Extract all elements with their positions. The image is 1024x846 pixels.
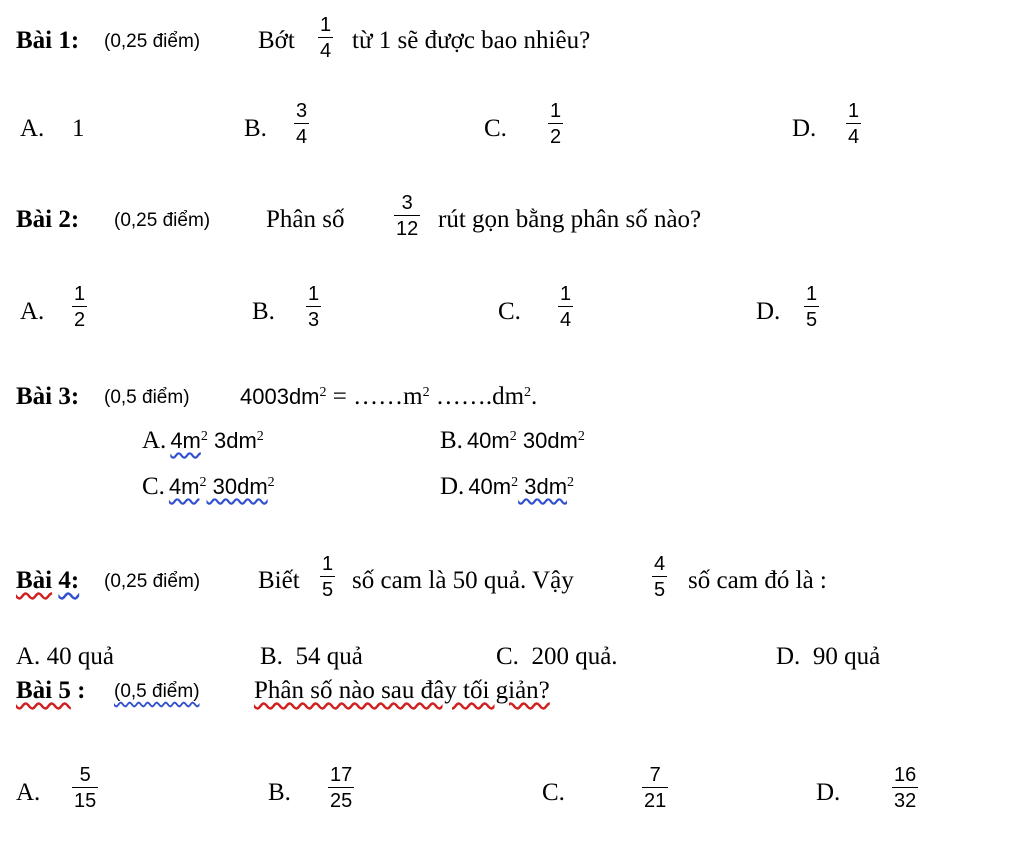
q5-text: Phân số nào sau đây tối giản? <box>254 677 550 704</box>
exponent: 2 <box>199 475 207 490</box>
frac-denominator: 25 <box>330 790 353 812</box>
frac-denominator: 21 <box>644 790 667 812</box>
frac-numerator: 1 <box>308 283 320 305</box>
q3-option-b[interactable] <box>440 426 585 456</box>
option-part1: 40m <box>466 428 510 453</box>
option-letter: C. <box>142 473 165 500</box>
frac-numerator: 1 <box>74 283 86 305</box>
frac-numerator: 1 <box>806 283 818 305</box>
q3-end: . <box>531 383 538 410</box>
q5-option-b-fraction[interactable] <box>328 764 354 812</box>
q2-option-a-fraction[interactable] <box>72 283 87 331</box>
q3-option-c[interactable] <box>142 472 275 502</box>
q2-label: Bài 2: <box>16 206 80 233</box>
option-part1: 4m <box>170 428 201 453</box>
q2-option-c-fraction[interactable] <box>558 283 573 331</box>
option-letter: D. <box>776 643 801 670</box>
q3-equation <box>240 382 537 412</box>
q1-option-d-fraction[interactable] <box>846 100 861 148</box>
q1-option-a-value[interactable]: 1 <box>72 115 85 142</box>
q5-label-a: Bài 5 <box>16 677 71 704</box>
option-part1: 40m <box>468 474 512 499</box>
frac-numerator: 4 <box>654 553 666 575</box>
option-part2: 30dm <box>206 474 268 499</box>
exponent: 2 <box>200 429 208 444</box>
q2-option-d-letter[interactable]: D. <box>756 298 781 325</box>
q1-option-b-fraction[interactable] <box>294 100 309 148</box>
q2-option-c-letter[interactable]: C. <box>498 298 521 325</box>
q2-points: (0,25 điểm) <box>114 210 211 231</box>
q5-option-a-fraction[interactable] <box>72 764 98 812</box>
option-part1: 4m <box>168 474 200 499</box>
exponent: 2 <box>267 475 275 490</box>
frac-numerator: 3 <box>401 192 413 214</box>
q4-option-d[interactable] <box>776 642 880 672</box>
q3-label: Bài 3: <box>16 383 80 410</box>
frac-denominator: 4 <box>296 126 308 148</box>
frac-denominator: 4 <box>320 40 332 62</box>
q1-fraction <box>318 14 333 62</box>
exponent: 2 <box>319 385 327 400</box>
q4-text-2: số cam là 50 quả. Vậy <box>352 567 574 594</box>
frac-denominator: 5 <box>806 309 818 331</box>
q4-label-a: Bài <box>16 567 53 594</box>
exponent: 2 <box>509 429 517 444</box>
q3-points: (0,5 điểm) <box>104 387 190 408</box>
q2-option-b-fraction[interactable] <box>306 283 321 331</box>
q1-option-a-letter[interactable]: A. <box>20 115 45 142</box>
exponent: 2 <box>256 429 264 444</box>
q1-text-after: từ 1 sẽ được bao nhiêu? <box>352 27 591 54</box>
frac-denominator: 12 <box>396 218 419 240</box>
option-letter: B. <box>440 427 463 454</box>
option-letter: D. <box>440 473 465 500</box>
frac-numerator: 7 <box>649 764 661 786</box>
frac-numerator: 1 <box>320 14 332 36</box>
option-letter: A. <box>16 643 41 670</box>
frac-numerator: 5 <box>79 764 91 786</box>
frac-numerator: 1 <box>322 553 334 575</box>
q5-option-d-fraction[interactable] <box>892 764 918 812</box>
exponent: 2 <box>577 429 585 444</box>
option-part2: 3dm <box>207 428 257 453</box>
q4-fraction-2 <box>652 553 667 601</box>
frac-numerator: 16 <box>894 764 917 786</box>
q2-option-b-letter[interactable]: B. <box>252 298 275 325</box>
q2-option-a-letter[interactable]: A. <box>20 298 45 325</box>
frac-denominator: 5 <box>322 579 334 601</box>
q5-option-c-letter[interactable]: C. <box>542 779 565 806</box>
q1-option-c-fraction[interactable] <box>548 100 563 148</box>
option-value: 200 quả. <box>531 643 618 670</box>
frac-denominator: 5 <box>654 579 666 601</box>
q3-option-a[interactable] <box>142 426 264 456</box>
q5-option-a-letter[interactable]: A. <box>16 779 41 806</box>
q1-option-b-letter[interactable]: B. <box>244 115 267 142</box>
q5-points: (0,5 điểm) <box>114 681 200 702</box>
frac-numerator: 17 <box>330 764 353 786</box>
frac-numerator: 1 <box>560 283 572 305</box>
frac-denominator: 2 <box>550 126 562 148</box>
q1-points: (0,25 điểm) <box>104 31 201 52</box>
option-letter: B. <box>260 643 283 670</box>
q4-points: (0,25 điểm) <box>104 571 201 592</box>
frac-numerator: 3 <box>296 100 308 122</box>
q4-label-b: 4: <box>58 567 80 594</box>
frac-denominator: 4 <box>848 126 860 148</box>
frac-denominator: 32 <box>894 790 917 812</box>
option-part2: 30dm <box>516 428 578 453</box>
q4-text-1: Biết <box>258 567 300 594</box>
q4-option-a[interactable] <box>16 642 114 672</box>
q5-option-b-letter[interactable]: B. <box>268 779 291 806</box>
q3-option-d[interactable] <box>440 472 574 502</box>
frac-numerator: 1 <box>550 100 562 122</box>
frac-denominator: 3 <box>308 309 320 331</box>
option-letter: C. <box>496 643 519 670</box>
q4-option-b[interactable] <box>260 642 363 672</box>
exponent: 2 <box>511 475 519 490</box>
frac-denominator: 4 <box>560 309 572 331</box>
option-value: 40 quả <box>46 643 114 670</box>
q5-label-b: : <box>70 677 86 704</box>
option-value: 54 quả <box>295 643 363 670</box>
q1-option-d-letter[interactable]: D. <box>792 115 817 142</box>
q5-label <box>16 676 85 706</box>
q1-label: Bài 1: <box>16 27 80 54</box>
q4-label <box>16 566 79 596</box>
q4-fraction-1 <box>320 553 335 601</box>
q1-option-c-letter[interactable]: C. <box>484 115 507 142</box>
q1-text-before: Bớt <box>258 27 295 54</box>
q2-fraction <box>394 192 420 240</box>
frac-denominator: 15 <box>74 790 97 812</box>
frac-denominator: 2 <box>74 309 86 331</box>
option-part2: 3dm <box>518 474 568 499</box>
q4-option-c[interactable] <box>496 642 618 672</box>
q2-text-after: rút gọn bằng phân số nào? <box>438 206 702 233</box>
q4-text-3: số cam đó là : <box>688 567 827 594</box>
q3-blank-1[interactable]: = ……m <box>326 383 423 410</box>
q3-expr-left: 4003dm <box>240 384 320 409</box>
exponent: 2 <box>567 475 575 490</box>
q5-option-d-letter[interactable]: D. <box>816 779 841 806</box>
option-letter: A. <box>142 427 167 454</box>
option-value: 90 quả <box>812 643 881 670</box>
q3-blank-2[interactable]: …….dm <box>429 383 525 410</box>
frac-numerator: 1 <box>848 100 860 122</box>
exponent: 2 <box>422 385 430 400</box>
q2-option-d-fraction[interactable] <box>804 283 819 331</box>
q2-text-before: Phân số <box>266 206 345 233</box>
q5-option-c-fraction[interactable] <box>642 764 668 812</box>
exponent: 2 <box>524 385 532 400</box>
